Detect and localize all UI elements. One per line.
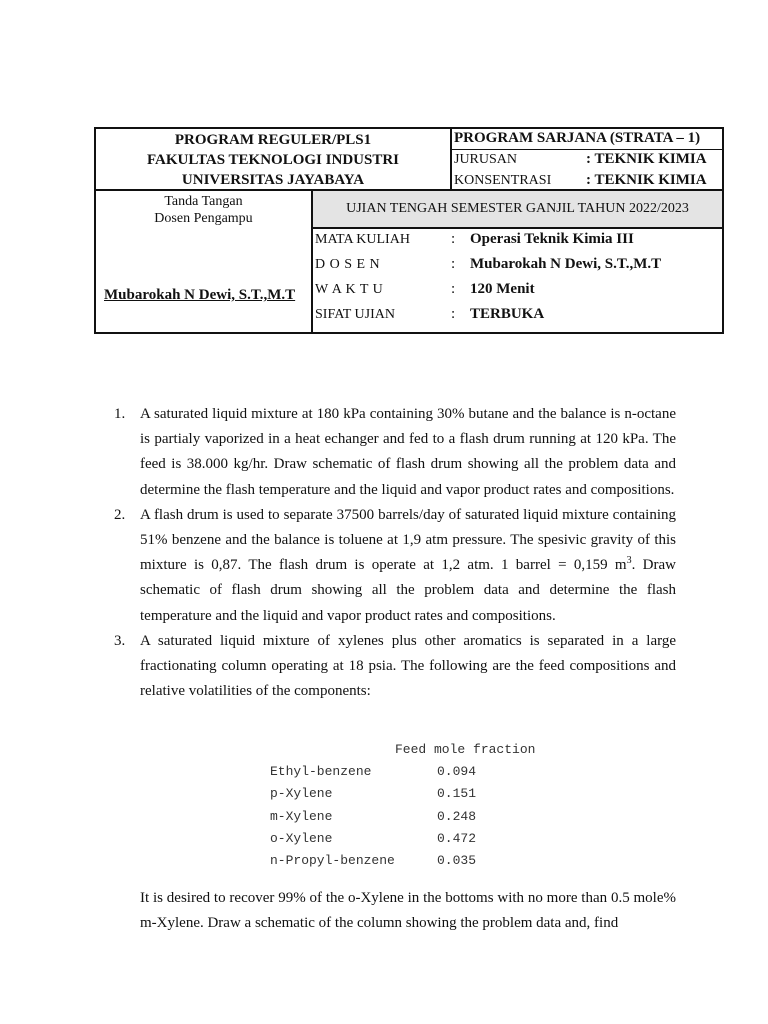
- detail-value-lecturer: Mubarokah N Dewi, S.T.,M.T: [470, 256, 662, 272]
- lecturer-label: Dosen Pengampu: [154, 211, 253, 226]
- question-number: 1.: [114, 406, 126, 422]
- exam-title: UJIAN TENGAH SEMESTER GANJIL TAHUN 2022/2023: [346, 201, 689, 216]
- program-title: PROGRAM SARJANA (STRATA – 1): [454, 130, 701, 146]
- question-text: A saturated liquid mixture of xylenes plus other aromatics is separated in a large fractionating column operating at 18 psia. The following are the feed compositions and relative volatilities of the components:: [140, 632, 676, 700]
- detail-label-nature: SIFAT UJIAN: [315, 307, 395, 322]
- component-name: m-Xylene: [270, 808, 333, 824]
- mole-fraction: 0.151: [437, 786, 477, 802]
- question-text: A saturated liquid mixture at 180 kPa containing 30% butane and the balance is n-octane is partialy vaporized in a heat echanger and fed to a flash drum running at 120 kPa. The feed is 38.000 kg/hr. Draw schematic of flash drum showing all the problem data and determine the flash temperature and the liquid and vapor product rates and compositions.: [140, 406, 676, 498]
- question-number: 2.: [114, 506, 126, 523]
- konsentrasi-value: : TEKNIK KIMIA: [586, 172, 707, 188]
- lecturer-signature-name: Mubarokah N Dewi, S.T.,M.T: [104, 287, 296, 303]
- detail-sep-course: :: [451, 231, 456, 247]
- program-line: PROGRAM REGULER/PLS1: [174, 132, 372, 148]
- exam-details-cell: [311, 227, 724, 334]
- question-text-a: A flash drum is used to separate 37500 barrels/day of saturated liquid mixture containing 51% benzene and the balance is toluene at 1,9 atm pressure. The spesivic gravity of this mixture is 0,87. The flash drum is operate at 1,2 atm. 1 barrel = 0,159 m: [140, 506, 676, 574]
- detail-value-time: 120 Menit: [470, 281, 535, 297]
- detail-label-lecturer: D O S E N: [315, 257, 381, 272]
- faculty-line: FAKULTAS TEKNOLOGI INDUSTRI: [146, 152, 399, 168]
- institution-cell: [94, 127, 452, 191]
- question-3-continuation: It is desired to recover 99% of the o-Xylene in the bottoms with no more than 0.5 mole% m-Xylene. Draw a schematic of the column showing the problem data and, find: [140, 890, 676, 932]
- detail-label-course: MATA KULIAH: [315, 232, 410, 247]
- question-list: [114, 402, 676, 704]
- university-line: UNIVERSITAS JAYABAYA: [181, 172, 365, 188]
- detail-sep-lecturer: :: [451, 256, 456, 272]
- mole-fraction: 0.248: [437, 808, 477, 824]
- signature-cell: [94, 189, 313, 334]
- detail-value-nature: TERBUKA: [470, 306, 545, 322]
- question-3: [114, 629, 676, 705]
- detail-sep-nature: :: [451, 306, 456, 322]
- component-name: o-Xylene: [270, 830, 333, 846]
- question-2: [114, 503, 676, 629]
- exam-header-table: [94, 127, 724, 334]
- mole-fraction: 0.035: [437, 852, 477, 868]
- detail-value-course: Operasi Teknik Kimia III: [470, 231, 634, 247]
- question-number: 3.: [114, 632, 126, 649]
- detail-label-time: W A K T U: [315, 282, 384, 297]
- component-name: p-Xylene: [270, 786, 333, 802]
- mole-fraction: 0.472: [437, 830, 477, 846]
- mole-fraction: 0.094: [437, 764, 477, 780]
- component-name: n-Propyl-benzene: [270, 852, 395, 868]
- component-name: Ethyl-benzene: [270, 764, 372, 780]
- table-header: Feed mole fraction: [395, 742, 536, 757]
- signature-label: Tanda Tangan: [164, 194, 243, 209]
- superscript: 3: [626, 555, 632, 567]
- exam-title-cell: [311, 189, 724, 229]
- detail-sep-time: :: [451, 281, 456, 297]
- question-text-b: . Draw schematic of flash drum showing all the problem data and determine the flash temperature and the liquid and vapor product rates and compositions.: [140, 557, 676, 624]
- program-cell: [450, 127, 724, 191]
- jurusan-label: JURUSAN: [454, 152, 518, 167]
- jurusan-value: : TEKNIK KIMIA: [586, 151, 707, 167]
- question-1: [114, 402, 676, 503]
- konsentrasi-label: KONSENTRASI: [454, 173, 552, 188]
